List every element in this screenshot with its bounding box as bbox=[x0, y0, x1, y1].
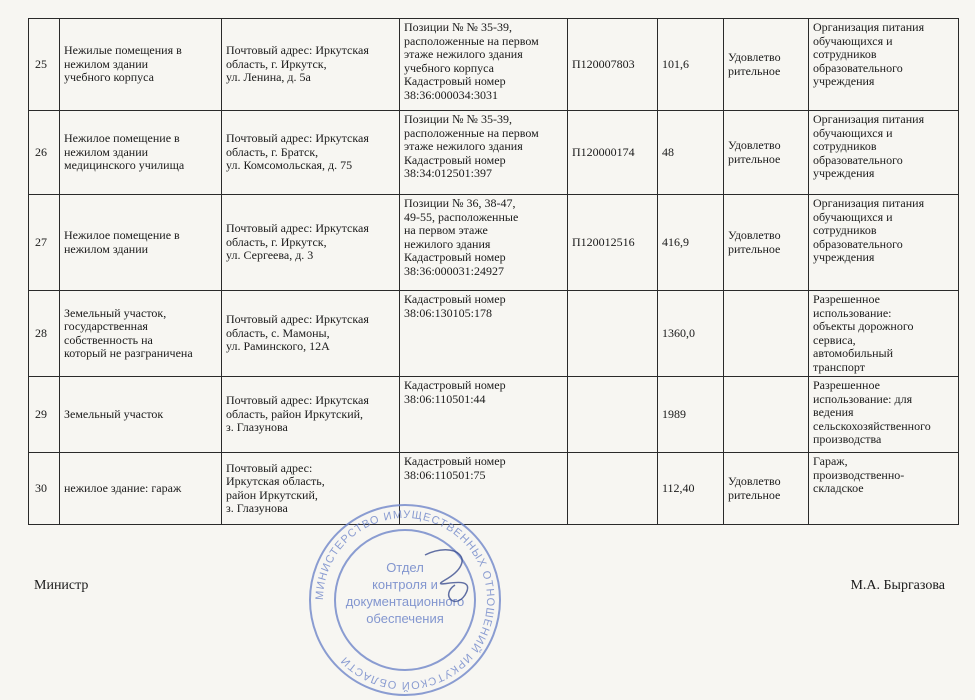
inventory-code bbox=[568, 377, 658, 453]
object-description: Кадастровый номер 38:06:110501:75 bbox=[400, 453, 568, 525]
postal-address: Почтовый адрес: Иркутская область, г. Братск, ул. Комсомольская, д. 75 bbox=[222, 111, 400, 195]
inventory-code: П120000174 bbox=[568, 111, 658, 195]
usage-purpose: Разрешенное использование: объекты дорожного сервиса, автомобильный транспорт bbox=[809, 291, 959, 377]
object-description: Позиции № № 35-39, расположенные на первом этаже нежилого здания Кадастровый номер 38:34:012501:397 bbox=[400, 111, 568, 195]
row-number: 27 bbox=[29, 195, 60, 291]
area-value: 48 bbox=[658, 111, 724, 195]
inventory-code bbox=[568, 453, 658, 525]
postal-address: Почтовый адрес: Иркутская область, с. Мамоны, ул. Раминского, 12А bbox=[222, 291, 400, 377]
row-number: 25 bbox=[29, 19, 60, 111]
object-description: Позиции № № 35-39, расположенные на первом этаже нежилого здания учебного корпуса Кадастровый номер 38:36:000034:3031 bbox=[400, 19, 568, 111]
condition-status bbox=[724, 291, 809, 377]
table-row bbox=[29, 19, 959, 111]
usage-purpose: Организация питания обучающихся и сотрудников образовательного учреждения bbox=[809, 195, 959, 291]
area-value: 101,6 bbox=[658, 19, 724, 111]
position-label: Министр bbox=[34, 578, 89, 593]
table-body bbox=[29, 19, 959, 525]
object-name: Земельный участок, государственная собственность на который не разграничена bbox=[60, 291, 222, 377]
postal-address: Почтовый адрес: Иркутская область, г. Иркутск, ул. Сергеева, д. 3 bbox=[222, 195, 400, 291]
condition-status: Удовлетво рительное bbox=[724, 453, 809, 525]
postal-address: Почтовый адрес: Иркутская область, г. Иркутск, ул. Ленина, д. 5а bbox=[222, 19, 400, 111]
object-name: нежилое здание: гараж bbox=[60, 453, 222, 525]
postal-address: Почтовый адрес: Иркутская область, район Иркутский, з. Глазунова bbox=[222, 377, 400, 453]
table-row bbox=[29, 377, 959, 453]
condition-status: Удовлетво рительное bbox=[724, 19, 809, 111]
table-row bbox=[29, 291, 959, 377]
inventory-code bbox=[568, 291, 658, 377]
postal-address: Почтовый адрес: Иркутская область, район Иркутский, з. Глазунова bbox=[222, 453, 400, 525]
table-row bbox=[29, 195, 959, 291]
condition-status bbox=[724, 377, 809, 453]
object-name: Нежилое помещение в нежилом здании bbox=[60, 195, 222, 291]
area-value: 1360,0 bbox=[658, 291, 724, 377]
svg-text:Отдел: Отдел bbox=[386, 560, 424, 575]
property-table bbox=[28, 18, 959, 525]
usage-purpose: Организация питания обучающихся и сотрудников образовательного учреждения bbox=[809, 111, 959, 195]
svg-text:документационного: документационного bbox=[345, 594, 465, 609]
table-row bbox=[29, 111, 959, 195]
svg-text:МИНИСТЕРСТВО ИМУЩЕСТВЕННЫХ ОТН: МИНИСТЕРСТВО ИМУЩЕСТВЕННЫХ ОТНОШЕНИЙ ИРКУТСКОЙ ОБЛАСТИ bbox=[313, 508, 497, 692]
object-name: Нежилое помещение в нежилом здании медицинского училища bbox=[60, 111, 222, 195]
seal-stamp bbox=[305, 500, 505, 700]
usage-purpose: Гараж, производственно- складское bbox=[809, 453, 959, 525]
inventory-code: П120012516 bbox=[568, 195, 658, 291]
row-number: 29 bbox=[29, 377, 60, 453]
usage-purpose: Разрешенное использование: для ведения сельскохозяйственного производства bbox=[809, 377, 959, 453]
object-name: Земельный участок bbox=[60, 377, 222, 453]
area-value: 1989 bbox=[658, 377, 724, 453]
inventory-code: П120007803 bbox=[568, 19, 658, 111]
area-value: 112,40 bbox=[658, 453, 724, 525]
signatory-name: М.А. Быргазова bbox=[850, 578, 945, 593]
svg-text:контроля и: контроля и bbox=[372, 577, 438, 592]
condition-status: Удовлетво рительное bbox=[724, 111, 809, 195]
object-description: Кадастровый номер 38:06:130105:178 bbox=[400, 291, 568, 377]
row-number: 26 bbox=[29, 111, 60, 195]
object-name: Нежилые помещения в нежилом здании учебного корпуса bbox=[60, 19, 222, 111]
svg-text:обеспечения: обеспечения bbox=[366, 611, 444, 626]
row-number: 30 bbox=[29, 453, 60, 525]
usage-purpose: Организация питания обучающихся и сотрудников образовательного учреждения bbox=[809, 19, 959, 111]
condition-status: Удовлетво рительное bbox=[724, 195, 809, 291]
object-description: Позиции № 36, 38-47, 49-55, расположенные на первом этаже нежилого здания Кадастровый номер 38:36:000031:24927 bbox=[400, 195, 568, 291]
row-number: 28 bbox=[29, 291, 60, 377]
area-value: 416,9 bbox=[658, 195, 724, 291]
object-description: Кадастровый номер 38:06:110501:44 bbox=[400, 377, 568, 453]
